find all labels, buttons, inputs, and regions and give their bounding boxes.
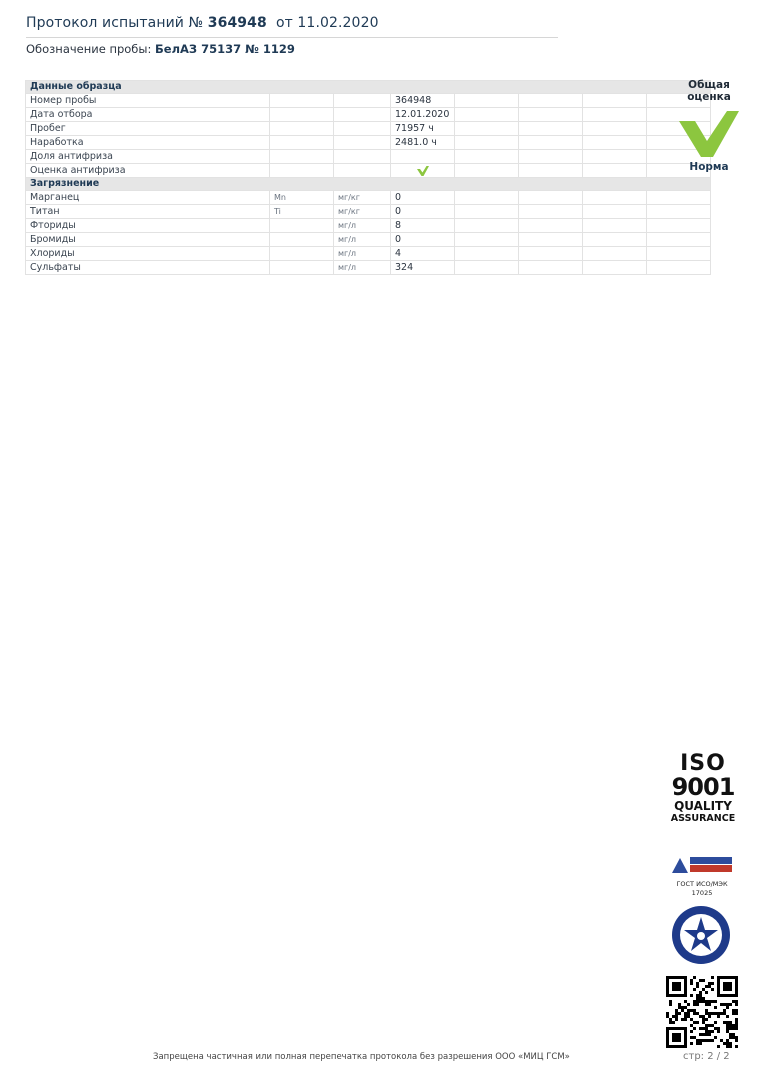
row-value: 0 (391, 233, 455, 247)
row-name: Дата отбора (26, 108, 270, 122)
table-row (26, 261, 711, 275)
protocol-number: 364948 (207, 15, 267, 31)
row-unit: мг/л (334, 233, 391, 247)
empty-cell (583, 164, 647, 178)
empty-cell (334, 150, 391, 164)
overall-status: Норма (689, 161, 729, 173)
accreditation-caption-1: ГОСТ ИСО/МЭК (676, 880, 728, 888)
empty-cell (647, 233, 711, 247)
accreditation-caption-2: 17025 (691, 889, 713, 897)
empty-cell (519, 122, 583, 136)
row-name: Хлориды (26, 247, 270, 261)
table-row (26, 233, 711, 247)
qr-code-icon (666, 976, 738, 1048)
row-value (391, 164, 455, 178)
results-table (25, 80, 711, 275)
empty-cell (455, 205, 519, 219)
row-name: Оценка антифриза (26, 164, 270, 178)
empty-cell (583, 150, 647, 164)
row-name: Титан (26, 205, 270, 219)
empty-cell (270, 136, 334, 150)
row-name: Сульфаты (26, 261, 270, 275)
empty-cell (583, 233, 647, 247)
empty-cell (270, 94, 334, 108)
register-seal-icon (671, 905, 731, 965)
row-symbol (270, 247, 334, 261)
empty-cell (455, 136, 519, 150)
row-symbol (270, 219, 334, 233)
empty-cell (583, 205, 647, 219)
row-value: 364948 (391, 94, 455, 108)
empty-cell (519, 150, 583, 164)
empty-cell (583, 261, 647, 275)
iso-number: 9001 (671, 773, 735, 801)
empty-cell (455, 122, 519, 136)
section-header: Данные образца (26, 81, 711, 94)
empty-cell (519, 247, 583, 261)
empty-cell (455, 247, 519, 261)
empty-cell (647, 261, 711, 275)
copyright-notice: Запрещена частичная или полная перепечатка протокола без разрешения ООО «МИЦ ГСМ» (153, 1052, 570, 1062)
empty-cell (647, 205, 711, 219)
empty-cell (583, 108, 647, 122)
row-name: Наработка (26, 136, 270, 150)
protocol-date: от 11.02.2020 (275, 15, 379, 31)
row-symbol (270, 233, 334, 247)
table-row (26, 219, 711, 233)
row-name: Номер пробы (26, 94, 270, 108)
table-row (26, 191, 711, 205)
table-row (26, 94, 711, 108)
iso-quality: QUALITY (674, 799, 732, 813)
row-value: 0 (391, 205, 455, 219)
empty-cell (270, 122, 334, 136)
overall-assessment (666, 79, 752, 173)
empty-cell (455, 191, 519, 205)
table-row (26, 164, 711, 178)
empty-cell (455, 108, 519, 122)
table-row (26, 247, 711, 261)
row-symbol: Ti (270, 205, 334, 219)
row-value: 12.01.2020 (391, 108, 455, 122)
sample-designation (26, 42, 295, 56)
empty-cell (583, 122, 647, 136)
header-divider (26, 37, 558, 38)
empty-cell (334, 122, 391, 136)
empty-cell (455, 150, 519, 164)
table-row (26, 150, 711, 164)
row-value: 4 (391, 247, 455, 261)
empty-cell (519, 219, 583, 233)
empty-cell (270, 108, 334, 122)
empty-cell (519, 205, 583, 219)
section-contamination (26, 178, 711, 191)
protocol-title (26, 15, 379, 31)
row-unit: мг/л (334, 219, 391, 233)
row-symbol: Mn (270, 191, 334, 205)
empty-cell (455, 94, 519, 108)
row-name: Доля антифриза (26, 150, 270, 164)
empty-cell (519, 261, 583, 275)
empty-cell (270, 164, 334, 178)
row-unit: мг/л (334, 247, 391, 261)
section-sample-data (26, 81, 711, 94)
row-value: 8 (391, 219, 455, 233)
empty-cell (455, 233, 519, 247)
empty-cell (583, 247, 647, 261)
iso-9001-badge (668, 753, 738, 825)
row-symbol (270, 261, 334, 275)
row-unit: мг/кг (334, 205, 391, 219)
empty-cell (519, 108, 583, 122)
row-name: Бромиды (26, 233, 270, 247)
row-name: Фториды (26, 219, 270, 233)
overall-label: Общая оценка (687, 79, 731, 103)
row-value: 2481.0 ч (391, 136, 455, 150)
empty-cell (583, 136, 647, 150)
row-name: Марганец (26, 191, 270, 205)
accreditation-icon (670, 855, 734, 875)
row-value: 71957 ч (391, 122, 455, 136)
table-row (26, 205, 711, 219)
empty-cell (519, 164, 583, 178)
sample-value: БелАЗ 75137 № 1129 (155, 42, 295, 56)
empty-cell (334, 136, 391, 150)
empty-cell (334, 94, 391, 108)
table-row (26, 136, 711, 150)
row-unit: мг/л (334, 261, 391, 275)
empty-cell (270, 150, 334, 164)
empty-cell (519, 191, 583, 205)
iso-line: ISO (680, 751, 726, 776)
row-value: 324 (391, 261, 455, 275)
empty-cell (455, 261, 519, 275)
empty-cell (455, 164, 519, 178)
empty-cell (647, 219, 711, 233)
empty-cell (519, 136, 583, 150)
title-prefix: Протокол испытаний № (26, 15, 204, 31)
row-unit: мг/кг (334, 191, 391, 205)
empty-cell (519, 94, 583, 108)
empty-cell (583, 94, 647, 108)
iso-assurance: ASSURANCE (670, 813, 736, 824)
accreditation-logo (670, 855, 734, 897)
empty-cell (647, 247, 711, 261)
empty-cell (519, 233, 583, 247)
empty-cell (583, 191, 647, 205)
check-icon (417, 166, 429, 176)
empty-cell (334, 108, 391, 122)
sample-label: Обозначение пробы: (26, 42, 152, 56)
page-number: стр: 2 / 2 (683, 1051, 730, 1062)
table-row (26, 122, 711, 136)
row-value (391, 150, 455, 164)
empty-cell (647, 191, 711, 205)
table-row (26, 108, 711, 122)
row-value: 0 (391, 191, 455, 205)
empty-cell (334, 164, 391, 178)
empty-cell (583, 219, 647, 233)
section-header: Загрязнение (26, 178, 711, 191)
check-icon (677, 109, 741, 159)
row-name: Пробег (26, 122, 270, 136)
empty-cell (455, 219, 519, 233)
